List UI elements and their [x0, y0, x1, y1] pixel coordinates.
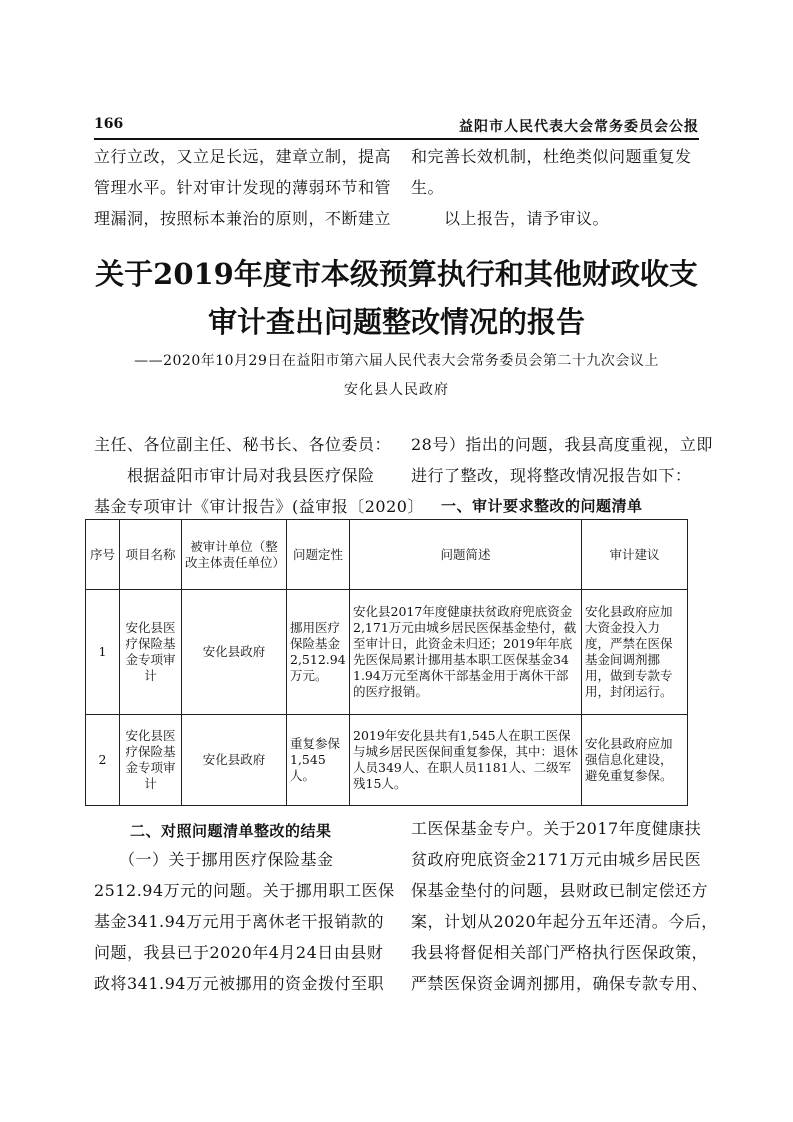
text-line: 和完善长效机制，杜绝类似问题重复发: [411, 147, 692, 166]
column-header: 项目名称: [120, 520, 182, 590]
column-header: 问题定性: [287, 520, 350, 590]
table-header-row: [86, 520, 688, 590]
text-line: 管理水平。针对审计发现的薄弱环节和管: [94, 178, 392, 197]
column-header: 审计建议: [582, 520, 688, 590]
report-title-line-2: 审计查出问题整改情况的报告: [207, 305, 585, 339]
project-name: 安化县医疗保险基金专项审计: [120, 715, 182, 806]
text-line: 主任、各位副主任、秘书长、各位委员：: [94, 435, 392, 454]
text-line: 进行了整改，现将整改情况报告如下：: [411, 466, 692, 485]
page-number: 166: [94, 116, 124, 132]
table-row: [86, 590, 688, 715]
intro-right-column: [411, 429, 713, 491]
text-line: 政将341.94万元被挪用的资金拨付至职: [94, 974, 384, 993]
prev-section-right-column: [411, 141, 692, 234]
column-header: 被审计单位（整改主体责任单位）: [182, 520, 287, 590]
header-divider: [94, 138, 699, 140]
results-right-column: [411, 813, 718, 999]
report-title-line-1: 关于2019年度市本级预算执行和其他财政收支: [95, 257, 698, 291]
text-line: 案，计划从2020年起分五年还清。今后，: [411, 912, 718, 931]
text-line: 28号）指出的问题，我县高度重视，立即: [411, 435, 713, 454]
publication-title: 益阳市人民代表大会常务委员会公报: [459, 119, 699, 135]
column-header: 问题简述: [350, 520, 582, 590]
intro-left-column: [94, 429, 424, 522]
table-row: [86, 715, 688, 806]
text-line: （一）关于挪用医疗保险基金: [94, 850, 334, 869]
text-line: 根据益阳市审计局对我县医疗保险: [94, 466, 375, 485]
section-1-heading: 一、审计要求整改的问题清单: [441, 497, 643, 515]
text-line: 基金341.94万元用于离休老干报销款的: [94, 912, 384, 931]
text-line: 2512.94万元的问题。关于挪用职工医保: [94, 881, 395, 900]
issue-summary: 2019年安化县共有1,545人在职工医保与城乡居民医保间重复参保，其中：退休人员349人、在职人员1181人、二级军残15人。: [350, 715, 582, 806]
audited-unit: 安化县政府: [182, 590, 287, 715]
audit-suggestion: 安化县政府应加大资金投入力度，严禁在医保基金间调剂挪用，做到专款专用，封闭运行。: [582, 590, 688, 715]
audited-unit: 安化县政府: [182, 715, 287, 806]
text-line: 贫政府兜底资金2171万元由城乡居民医: [411, 850, 702, 869]
text-line: 工医保基金专户。关于2017年度健康扶: [411, 819, 702, 838]
text-line: 立行立改，又立足长远，建章立制，提高: [94, 147, 392, 166]
section-2-heading: 二、对照问题清单整改的结果: [130, 822, 332, 840]
column-header: 序号: [86, 520, 120, 590]
text-line: 严禁医保资金调剂挪用，确保专款专用、: [411, 974, 709, 993]
project-name: 安化县医疗保险基金专项审计: [120, 590, 182, 715]
audit-suggestion: 安化县政府应加强信息化建设，避免重复参保。: [582, 715, 688, 806]
report-organization: 安化县人民政府: [344, 382, 449, 398]
text-line: 生。: [411, 178, 445, 197]
text-line: 理漏洞，按照标本兼治的原则，不断建立: [94, 209, 392, 228]
prev-section-left-column: [94, 141, 391, 234]
issue-summary: 安化县2017年度健康扶贫政府兜底资金2,171万元由城乡居民医保基金垫付，截至审计日，此资金未归还；2019年年底先医保局累计挪用基本职工医保基金341.94万元至离休干部基金用于离休干部的医疗报销。: [350, 590, 582, 715]
text-line: 我县将督促相关部门严格执行医保政策，: [411, 943, 709, 962]
issue-nature: 挪用医疗保险基金2,512.94万元。: [287, 590, 350, 715]
report-subtitle: ——2020年10月29日在益阳市第六届人民代表大会常务委员会第二十九次会议上: [134, 353, 659, 369]
results-left-column: [94, 844, 395, 999]
text-line: 以上报告，请予审议。: [411, 209, 610, 228]
row-number: 2: [86, 715, 120, 806]
text-line: 问题，我县已于2020年4月24日由县财: [94, 943, 384, 962]
issue-nature: 重复参保1,545人。: [287, 715, 350, 806]
audit-issues-table: [85, 519, 688, 806]
text-line: 保基金垫付的问题，县财政已制定偿还方: [411, 881, 709, 900]
text-line: 基金专项审计《审计报告》(益审报〔2020〕: [94, 497, 424, 516]
row-number: 1: [86, 590, 120, 715]
